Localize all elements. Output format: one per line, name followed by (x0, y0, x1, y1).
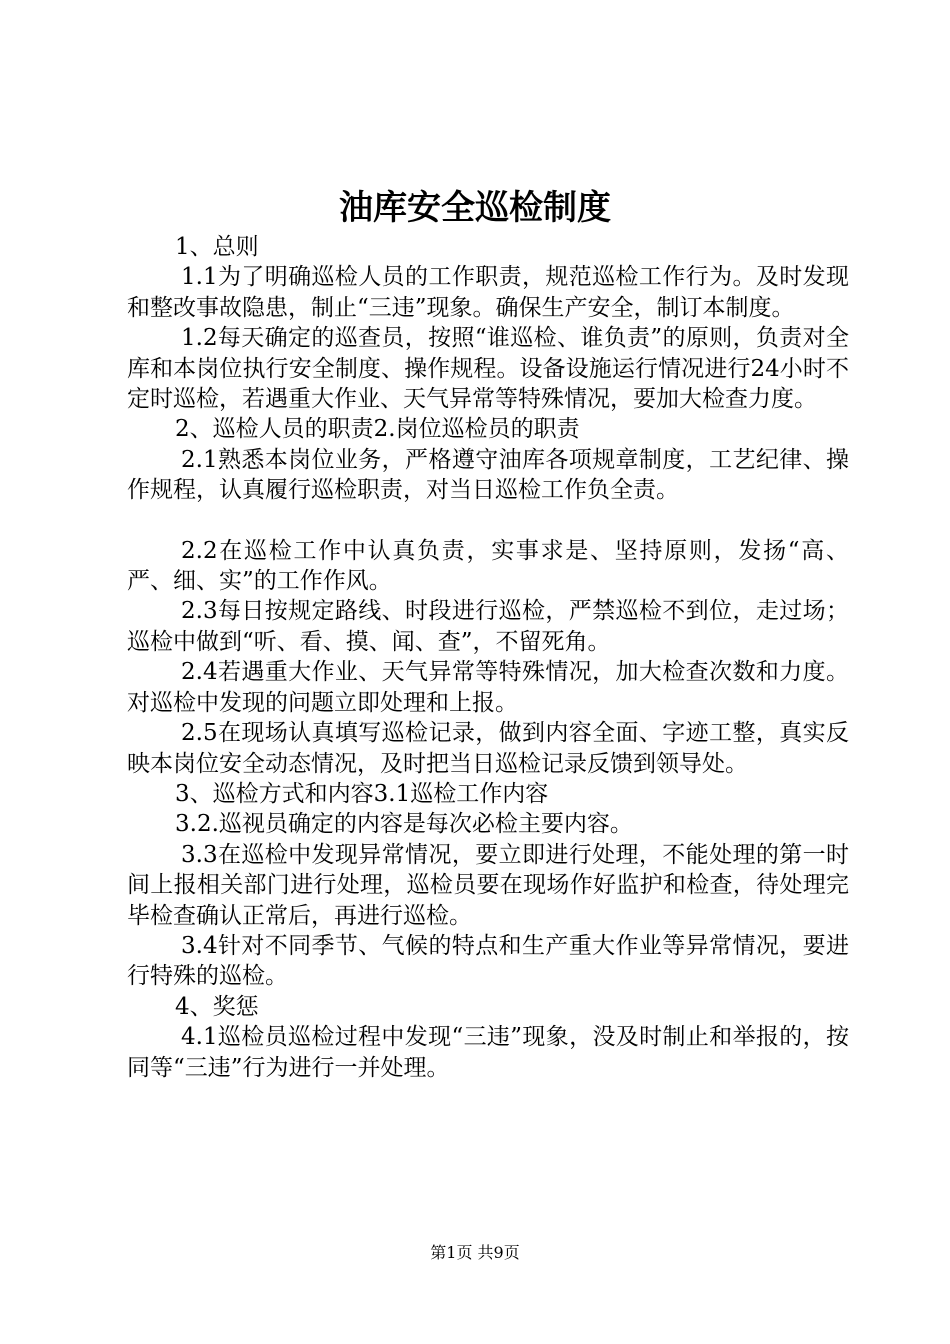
paragraph: 4.1巡检员巡检过程中发现“三违”现象，没及时制止和举报的，按同等“三违”行为进行一并处理。 (127, 1024, 849, 1081)
paragraph: 3、巡检方式和内容3.1巡检工作内容 (175, 780, 549, 807)
paragraph: 2.2在巡检工作中认真负责，实事求是、坚持原则，发扬“高、严、细、实”的工作作风。 (127, 537, 849, 595)
blank-line (127, 506, 849, 536)
document-body (127, 232, 849, 1083)
paragraph: 3.3在巡检中发现异常情况，要立即进行处理，不能处理的第一时间上报相关部门进行处理，巡检员要在现场作好监护和检查，待处理完毕检查确认正常后，再进行巡检。 (127, 841, 849, 929)
page-footer: 第1页 共9页 (430, 1243, 520, 1262)
paragraph: 3.4针对不同季节、气候的特点和生产重大作业等异常情况，要进行特殊的巡检。 (127, 932, 849, 990)
document-title: 油库安全巡检制度 (339, 188, 611, 228)
paragraph: 4、奖惩 (175, 993, 259, 1020)
paragraph: 1.2每天确定的巡查员，按照“谁巡检、谁负责”的原则，负责对全库和本岗位执行安全制度、操作规程。设备设施运行情况进行24小时不定时巡检，若遇重大作业、天气异常等特殊情况，要加大检查力度。 (127, 325, 849, 413)
paragraph: 2、巡检人员的职责2.岗位巡检员的职责 (175, 416, 580, 443)
paragraph: 3.2.巡视员确定的内容是每次必检主要内容。 (175, 811, 633, 838)
paragraph: 2.5在现场认真填写巡检记录，做到内容全面、字迹工整，真实反映本岗位安全动态情况，及时把当日巡检记录反馈到领导处。 (127, 720, 849, 777)
paragraph: 1.1为了明确巡检人员的工作职责，规范巡检工作行为。及时发现和整改事故隐患，制止“三违”现象。确保生产安全，制订本制度。 (127, 264, 849, 321)
paragraph: 2.3每日按规定路线、时段进行巡检，严禁巡检不到位，走过场；巡检中做到“听、看、摸、闻、查”，不留死角。 (127, 598, 849, 655)
paragraph: 1、总则 (175, 234, 259, 260)
paragraph: 2.1熟悉本岗位业务，严格遵守油库各项规章制度，工艺纪律、操作规程，认真履行巡检职责，对当日巡检工作负全责。 (127, 446, 849, 504)
paragraph: 2.4若遇重大作业、天气异常等特殊情况，加大检查次数和力度。对巡检中发现的问题立即处理和上报。 (127, 659, 849, 716)
